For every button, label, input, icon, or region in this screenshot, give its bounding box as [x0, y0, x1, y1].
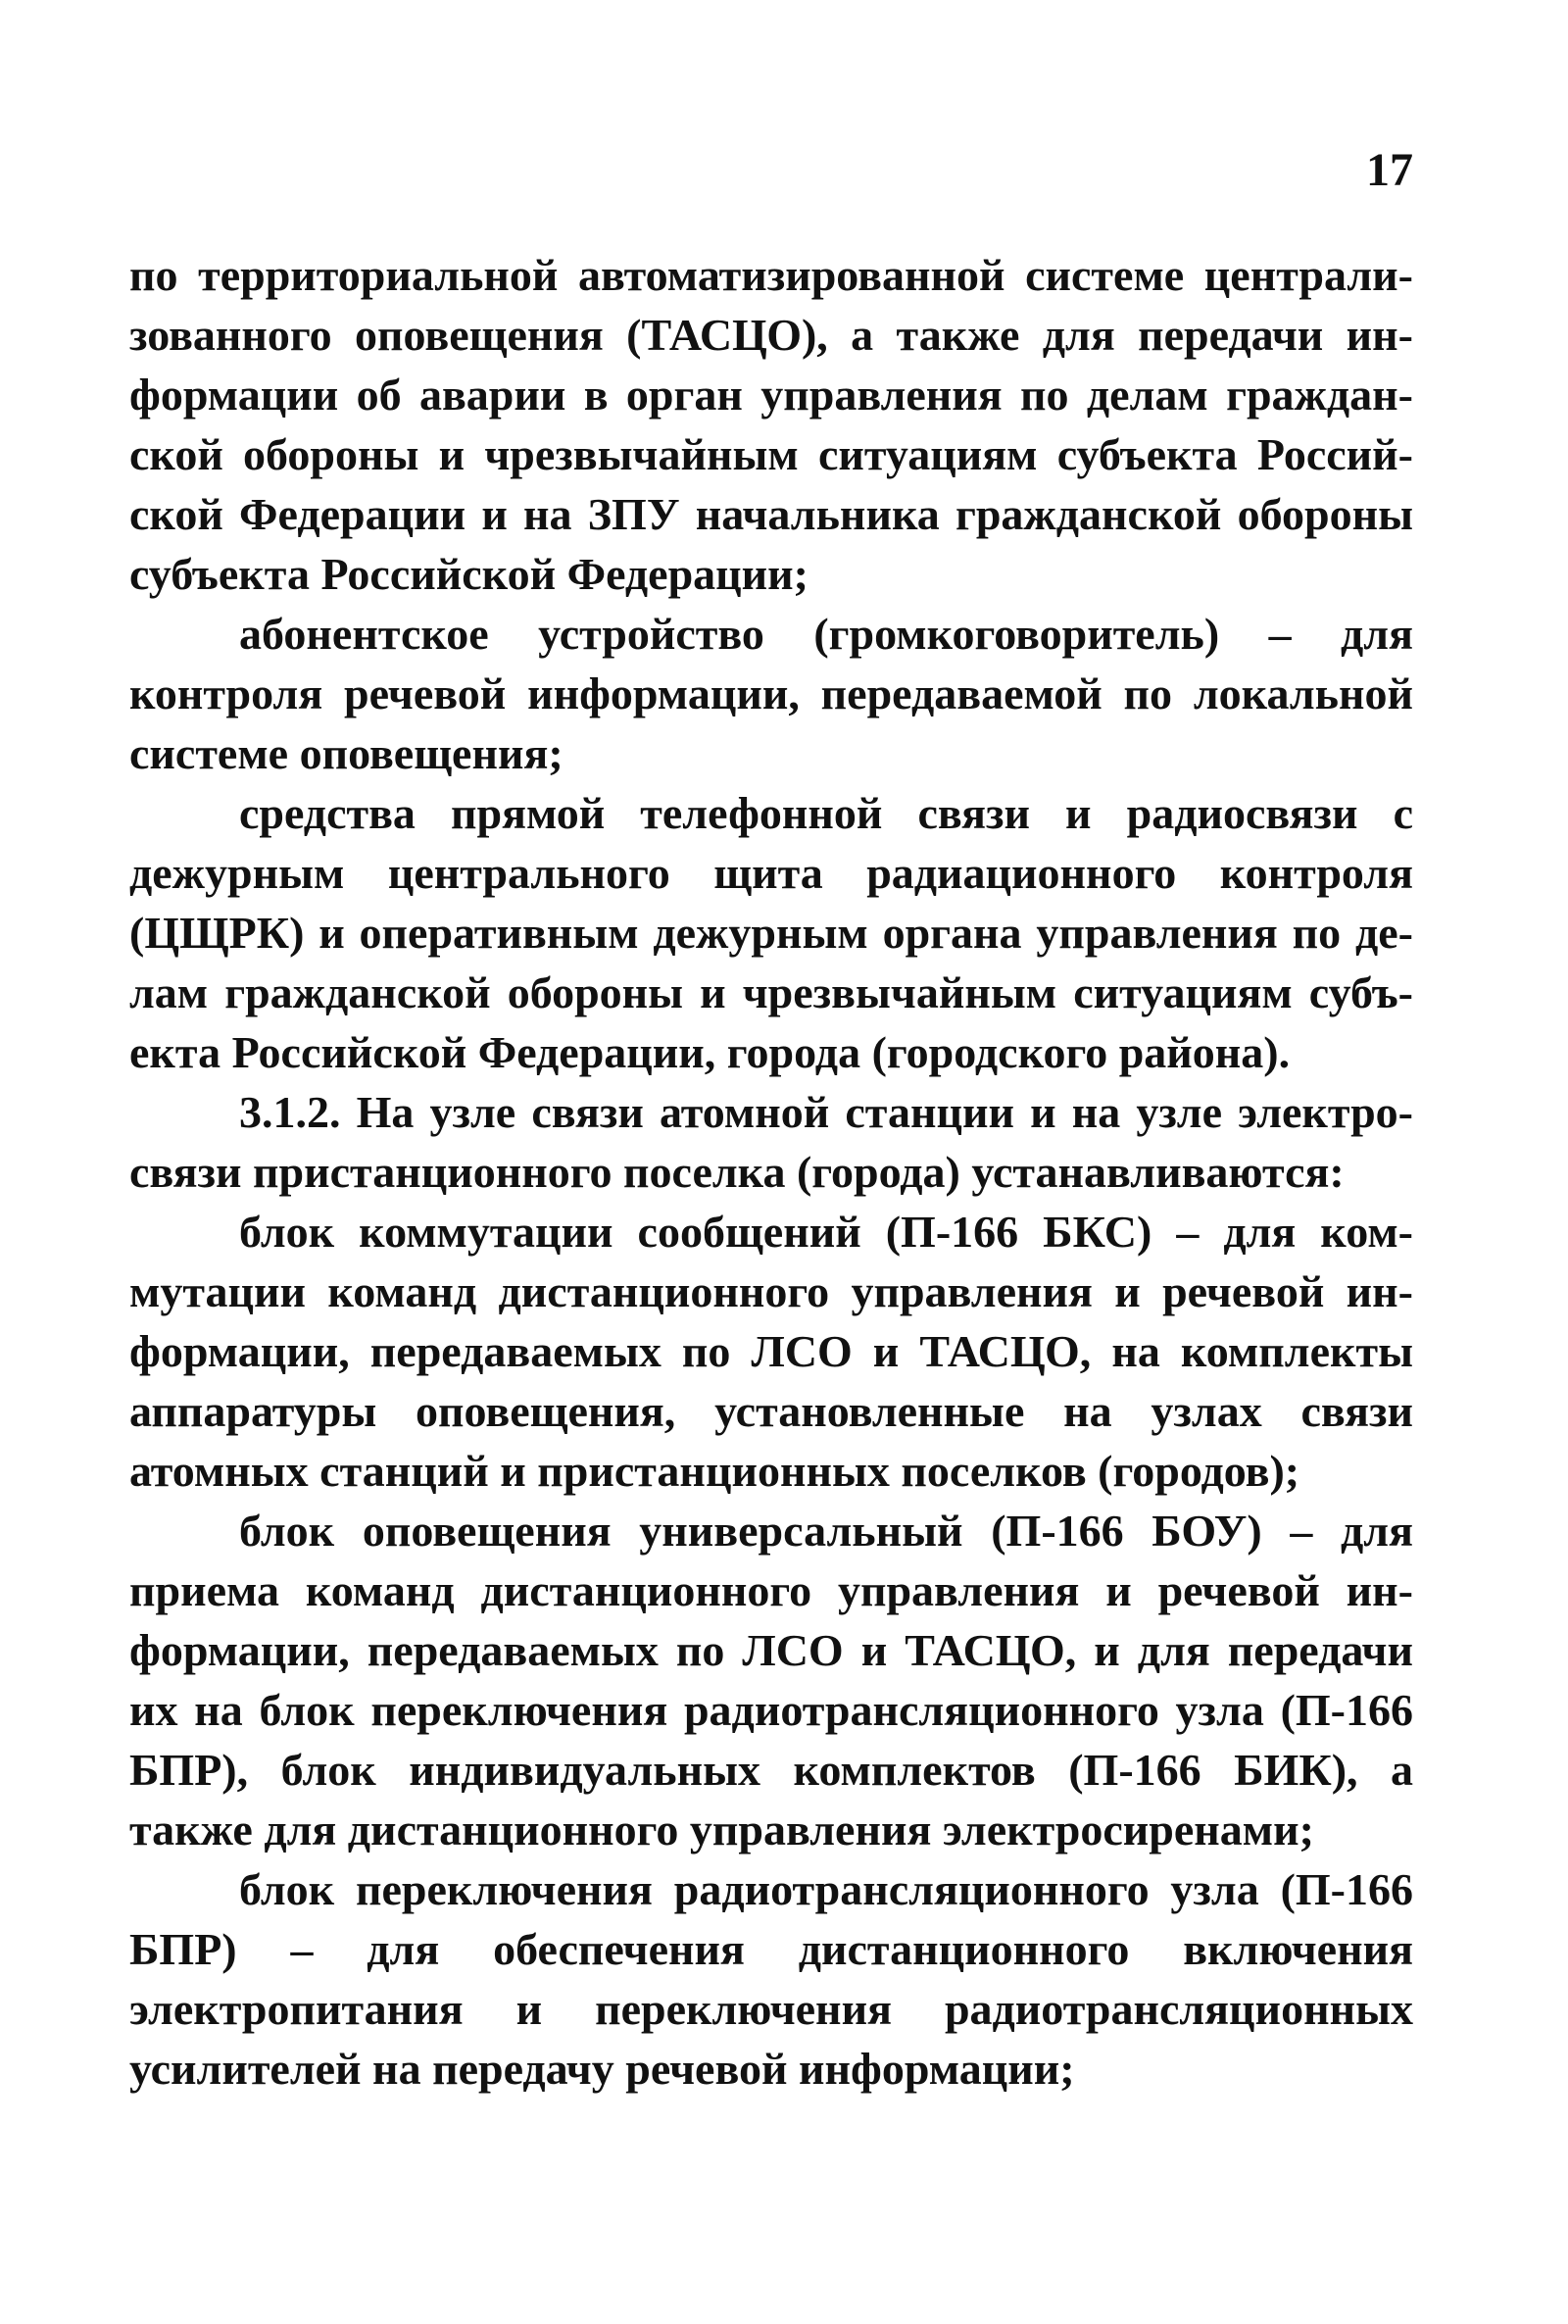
- paragraph-direct-phone-radio: средства прямой телефонной связи и радиосвязи с дежурным центрального щита радиационного контроля (ЦЩРК) и оперативным дежурным органа управления по делам гражданской обороны и чрезвычайным ситуациям субъекта Российской Федерации, города (городского района).: [129, 788, 1413, 1077]
- paragraph-radio-node-switch-block: блок переключения радиотрансляционного узла (П-166 БПР) – для обеспечения дистанционного включения электропитания и переключения радиотрансляционных усилителей на передачу речевой информации;: [129, 1864, 1413, 2094]
- paragraph-section-3-1-2: 3.1.2. На узле связи атомной станции и на узле электросвязи пристанционного поселка (города) устанавливаются:: [129, 1087, 1413, 1197]
- page-number: 17: [1366, 144, 1413, 196]
- paragraph-switching-block: блок коммутации сообщений (П-166 БКС) – для коммутации команд дистанционного управления и речевой информации, передаваемых по ЛСО и ТАСЦО, на комплекты аппаратуры оповещения, установленные на узлах связи атомных станций и пристанционных поселков (городов);: [129, 1207, 1413, 1496]
- paragraph-universal-alert-block: блок оповещения универсальный (П-166 БОУ) – для приема команд дистанционного управления и речевой информации, передаваемых по ЛСО и ТАСЦО, и для передачи их на блок переключения радиотрансляционного узла (П-166 БПР), блок индивидуальных комплектов (П-166 БИК), а также для дистанционного управления электросиренами;: [129, 1506, 1413, 1854]
- paragraph-subscriber-device: абонентское устройство (громкоговоритель) – для контроля речевой информации, передаваемой по локальной системе оповещения;: [129, 609, 1413, 778]
- body-text: [129, 245, 1413, 2099]
- paragraph-tasco-continuation: по территориальной автоматизированной системе централизованного оповещения (ТАСЦО), а также для передачи информации об аварии в орган управления по делам гражданской обороны и чрезвычайным ситуациям субъекта Российской Федерации и на ЗПУ начальника гражданской обороны субъекта Российской Федерации;: [129, 250, 1413, 599]
